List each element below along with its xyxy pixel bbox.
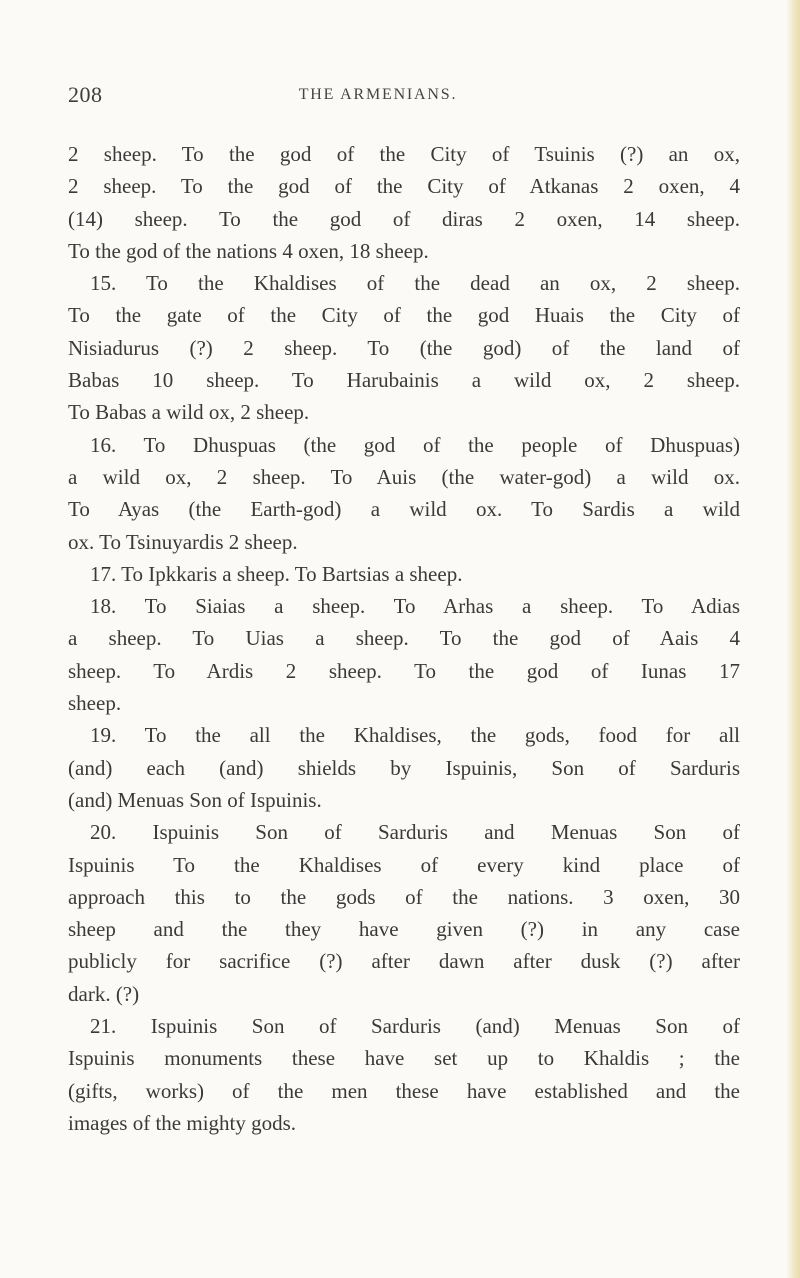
text-line: a wild ox, 2 sheep. To Auis (the water-god) a wild ox. — [68, 464, 740, 489]
text-line: dark. (?) — [68, 981, 140, 1006]
text-line: Babas 10 sheep. To Harubainis a wild ox, 2 sheep. — [68, 368, 740, 393]
text-line: To the gate of the City of the god Huais the City of — [68, 303, 740, 328]
text-line: Ispuinis To the Khaldises of every kind place of — [68, 852, 740, 877]
text-line: ox. To Tsinuyardis 2 sheep. — [68, 529, 298, 554]
text-line: approach this to the gods of the nations. 3 oxen, 30 — [68, 884, 740, 909]
body-text — [68, 138, 740, 1139]
text-line: 18. To Siaias a sheep. To Arhas a sheep. To Adias — [90, 594, 740, 619]
page-edge-shadow — [786, 0, 800, 1278]
text-line: To the god of the nations 4 oxen, 18 sheep. — [68, 238, 429, 263]
text-line: sheep. To Ardis 2 sheep. To the god of Iunas 17 — [68, 658, 740, 683]
text-line: images of the mighty gods. — [68, 1110, 297, 1135]
text-line: To Ayas (the Earth-god) a wild ox. To Sardis a wild — [68, 497, 740, 522]
running-title: THE ARMENIANS. — [298, 86, 458, 103]
text-line: 20. Ispuinis Son of Sarduris and Menuas Son of — [90, 820, 740, 845]
text-line: 19. To the all the Khaldises, the gods, food for all — [90, 723, 740, 748]
text-line: 15. To the Khaldises of the dead an ox, 2 sheep. — [90, 271, 740, 296]
page-number: 208 — [68, 82, 103, 107]
text-line: Ispuinis monuments these have set up to Khaldis ; the — [68, 1046, 740, 1071]
text-line: sheep. — [68, 691, 122, 716]
text-line: sheep and the they have given (?) in any case — [68, 917, 740, 942]
text-line: a sheep. To Uias a sheep. To the god of Aais 4 — [68, 626, 740, 651]
text-line: 2 sheep. To the god of the City of Tsuinis (?) an ox, — [68, 142, 740, 166]
text-line: Nisiadurus (?) 2 sheep. To (the god) of the land of — [68, 335, 740, 360]
text-line: (14) sheep. To the god of diras 2 oxen, 14 sheep. — [68, 206, 740, 231]
text-line: 21. Ispuinis Son of Sarduris (and) Menuas Son of — [90, 1014, 740, 1039]
text-line: 2 sheep. To the god of the City of Atkanas 2 oxen, 4 — [68, 174, 740, 199]
text-line: (and) each (and) shields by Ispuinis, Son of Sarduris — [68, 755, 740, 780]
text-line: 16. To Dhuspuas (the god of the people of Dhuspuas) — [90, 432, 740, 457]
text-line: 17. To Ipkkaris a sheep. To Bartsias a sheep. — [90, 561, 463, 586]
running-head — [68, 82, 748, 112]
text-line: To Babas a wild ox, 2 sheep. — [68, 400, 310, 425]
text-line: publicly for sacrifice (?) after dawn after dusk (?) after — [68, 949, 740, 974]
text-line: (and) Menuas Son of Ispuinis. — [68, 787, 322, 812]
text-line: (gifts, works) of the men these have established and the — [68, 1078, 740, 1103]
